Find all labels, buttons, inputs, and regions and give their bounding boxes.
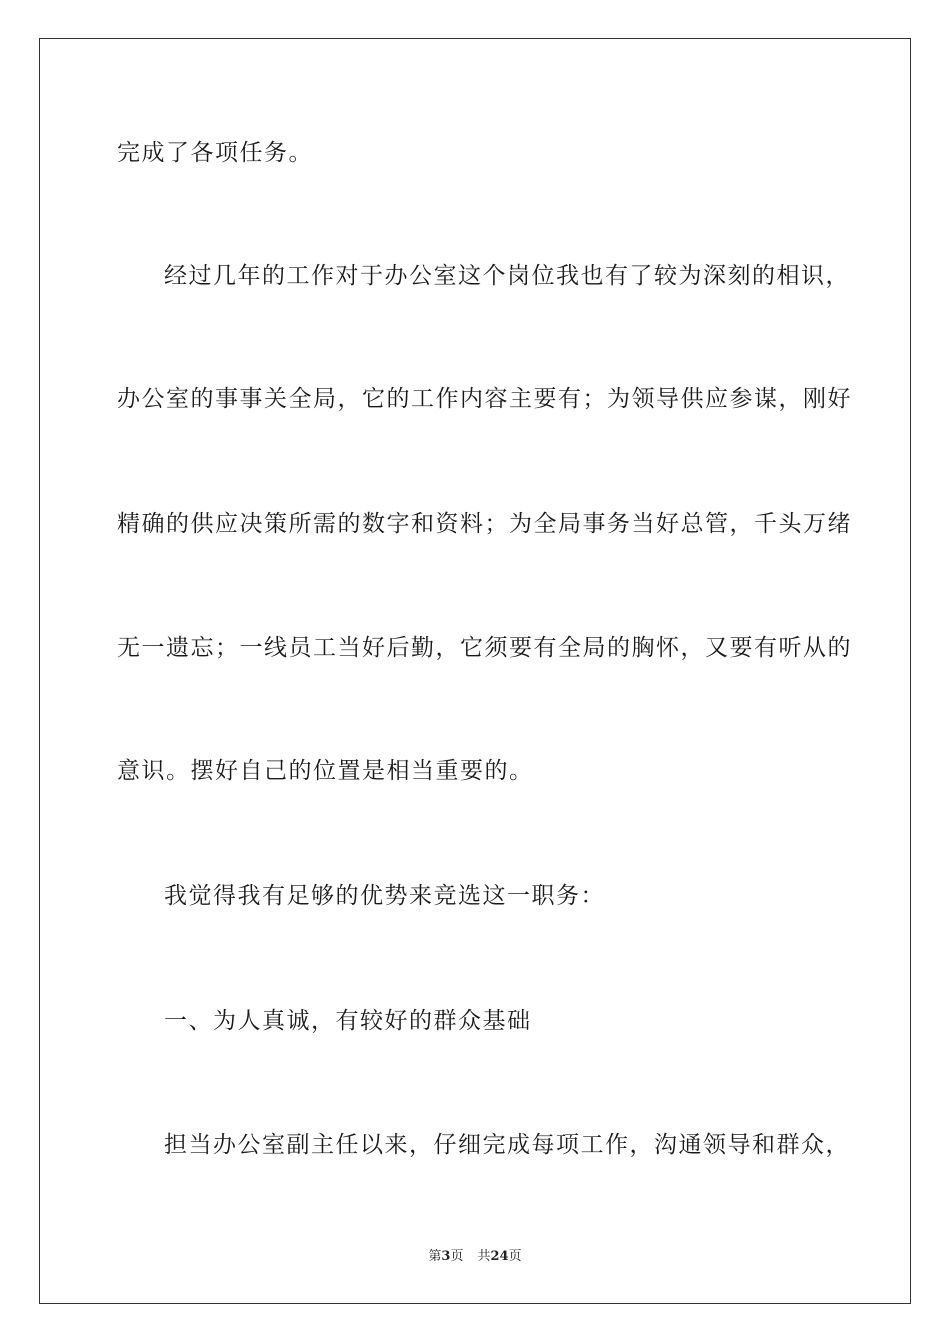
paragraph-line-3: 办公室的事事关全局，它的工作内容主要有；为领导供应参谋，刚好 [117,386,852,412]
section-heading: 一、为人真诚，有较好的群众基础 [164,1008,532,1034]
footer-page-number: 3 [441,1249,451,1264]
paragraph-line-6: 意识。摆好自己的位置是相当重要的。 [117,758,534,784]
footer-total-prefix: 共 [477,1249,491,1264]
page-border [39,38,911,1304]
footer-page-suffix: 页 [450,1249,464,1264]
paragraph-line-5: 无一遗忘；一线员工当好后勤，它须要有全局的胸怀，又要有听从的 [117,635,852,661]
paragraph-line-7: 我觉得我有足够的优势来竞选这一职务： [164,883,605,909]
paragraph-line-9: 担当办公室副主任以来，仔细完成每项工作，沟通领导和群众， [164,1132,850,1158]
footer-total-pages: 24 [490,1249,509,1264]
footer-page-prefix: 第 [428,1249,442,1264]
page-footer [0,1248,950,1266]
paragraph-line-4: 精确的供应决策所需的数字和资料；为全局事务当好总管，千头万绪 [117,511,852,537]
paragraph-line-2: 经过几年的工作对于办公室这个岗位我也有了较为深刻的相识， [164,263,850,289]
footer-total-suffix: 页 [508,1249,522,1264]
paragraph-line-1: 完成了各项任务。 [117,140,313,166]
